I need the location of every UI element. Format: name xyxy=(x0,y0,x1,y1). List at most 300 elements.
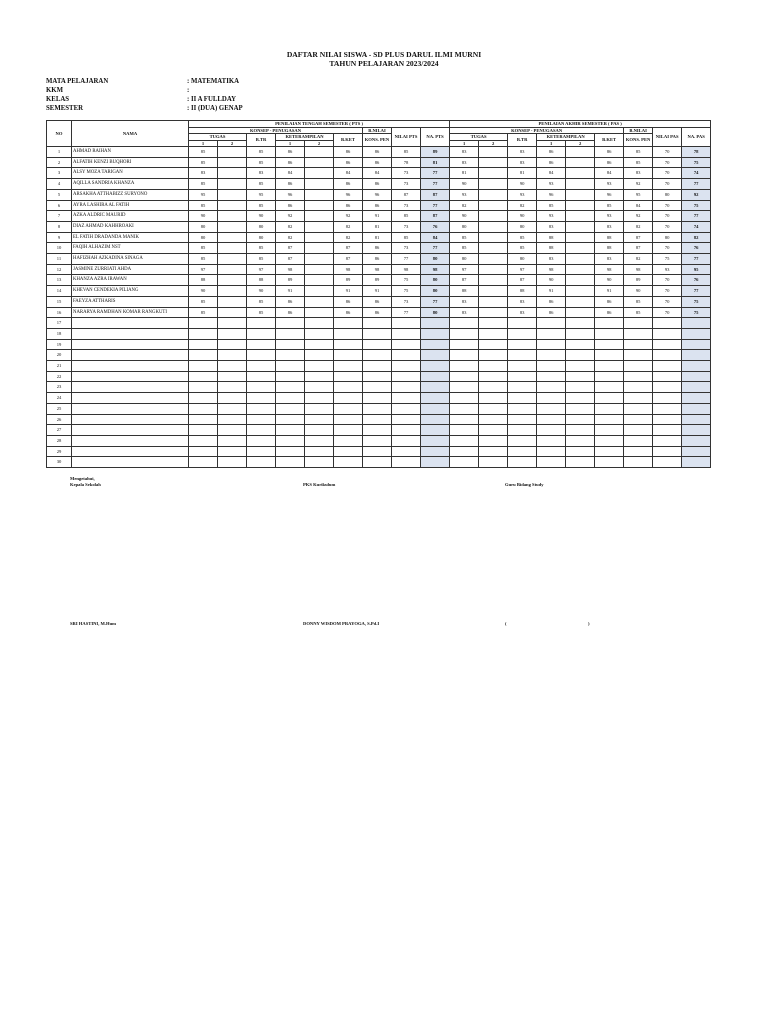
score-cell xyxy=(392,328,421,339)
score-cell xyxy=(653,328,682,339)
score-cell xyxy=(537,339,566,350)
score-cell xyxy=(218,457,247,468)
score-cell xyxy=(421,393,450,404)
table-row-empty xyxy=(47,393,711,404)
pas-score: 85 xyxy=(450,243,479,254)
table-row-empty xyxy=(47,371,711,382)
pas-score xyxy=(479,211,508,222)
pts-score: 86 xyxy=(363,296,392,307)
score-cell xyxy=(450,425,479,436)
pts-score xyxy=(218,254,247,265)
score-cell xyxy=(305,414,334,425)
score-cell xyxy=(624,371,653,382)
score-cell xyxy=(537,425,566,436)
pas-score xyxy=(479,179,508,190)
score-cell xyxy=(508,371,537,382)
table-row-empty xyxy=(47,339,711,350)
score-cell xyxy=(508,328,537,339)
pas-score: 83 xyxy=(595,221,624,232)
row-number: 19 xyxy=(47,339,72,350)
pts-score: 85 xyxy=(392,147,421,158)
score-cell xyxy=(566,371,595,382)
score-cell xyxy=(653,446,682,457)
score-cell xyxy=(653,382,682,393)
score-cell xyxy=(421,350,450,361)
score-cell xyxy=(682,414,711,425)
pts-score: 73 xyxy=(392,243,421,254)
pas-score: 70 xyxy=(653,200,682,211)
pas-score: 85 xyxy=(537,200,566,211)
pts-score xyxy=(305,307,334,318)
score-cell xyxy=(305,339,334,350)
pts-score: 86 xyxy=(334,296,363,307)
score-cell xyxy=(537,328,566,339)
pts-score: 86 xyxy=(276,179,305,190)
pas-score: 86 xyxy=(595,296,624,307)
score-cell xyxy=(450,457,479,468)
row-number: 23 xyxy=(47,382,72,393)
score-cell xyxy=(363,446,392,457)
score-cell xyxy=(247,350,276,361)
pts-score xyxy=(218,264,247,275)
pks-kurikulum-name: DONNY WISDOM PRAYOGA, S.Pd.I xyxy=(303,621,380,626)
score-cell xyxy=(421,457,450,468)
score-cell xyxy=(537,414,566,425)
info-kkm: KKM : xyxy=(46,87,190,94)
pts-score: 73 xyxy=(392,168,421,179)
score-cell xyxy=(247,382,276,393)
score-cell xyxy=(218,446,247,457)
pts-score: 98 xyxy=(334,264,363,275)
header-pts-bnilai: B.NILAI xyxy=(363,127,392,134)
pts-score: 87 xyxy=(421,189,450,200)
score-cell xyxy=(247,318,276,329)
pts-score xyxy=(218,296,247,307)
pas-score: 88 xyxy=(595,232,624,243)
pas-score: 76 xyxy=(682,275,711,286)
score-cell xyxy=(218,350,247,361)
pas-score: 83 xyxy=(508,147,537,158)
pas-score: 98 xyxy=(595,264,624,275)
score-cell xyxy=(595,318,624,329)
score-cell xyxy=(334,371,363,382)
score-cell xyxy=(218,361,247,372)
pts-score: 77 xyxy=(421,200,450,211)
header-pts-konspen: KONS. PEN xyxy=(363,134,392,147)
score-cell xyxy=(189,382,218,393)
pas-score: 97 xyxy=(508,264,537,275)
score-cell xyxy=(624,350,653,361)
header-pas-tugas-1: 1 xyxy=(450,140,479,147)
student-name: HAFIZHAH AZKADINA SINAGA xyxy=(72,254,189,265)
pts-score: 95 xyxy=(247,189,276,200)
score-cell xyxy=(189,403,218,414)
pas-score: 85 xyxy=(450,232,479,243)
score-cell xyxy=(189,393,218,404)
info-semester: SEMESTER : II (DUA) GENAP xyxy=(46,105,243,112)
pts-score: 82 xyxy=(334,232,363,243)
pts-score xyxy=(218,147,247,158)
pas-score: 87 xyxy=(508,275,537,286)
score-cell xyxy=(508,318,537,329)
score-cell xyxy=(276,393,305,404)
header-pts-bket: B.KET xyxy=(334,134,363,147)
score-cell xyxy=(450,339,479,350)
score-cell xyxy=(276,328,305,339)
score-cell xyxy=(624,446,653,457)
pas-score: 70 xyxy=(653,307,682,318)
table-row xyxy=(47,189,711,200)
pas-score: 84 xyxy=(624,200,653,211)
row-number: 21 xyxy=(47,361,72,372)
student-name: DIAZ AHMAD KAHHROAKI xyxy=(72,221,189,232)
score-cell xyxy=(363,382,392,393)
table-row-empty xyxy=(47,425,711,436)
score-cell xyxy=(682,435,711,446)
score-cell xyxy=(363,339,392,350)
pas-score: 84 xyxy=(595,168,624,179)
pts-score: 80 xyxy=(247,221,276,232)
score-cell xyxy=(624,328,653,339)
pts-score xyxy=(218,275,247,286)
pts-score: 92 xyxy=(334,211,363,222)
score-cell xyxy=(624,435,653,446)
pas-score: 75 xyxy=(682,307,711,318)
pas-score xyxy=(479,232,508,243)
score-cell xyxy=(334,339,363,350)
pas-score: 97 xyxy=(450,264,479,275)
pas-score: 83 xyxy=(624,168,653,179)
pts-score: 73 xyxy=(392,200,421,211)
score-cell xyxy=(189,339,218,350)
document-info xyxy=(46,77,243,113)
pts-score: 82 xyxy=(334,221,363,232)
pas-score: 83 xyxy=(508,296,537,307)
score-cell xyxy=(624,393,653,404)
score-cell xyxy=(479,382,508,393)
score-cell xyxy=(218,403,247,414)
pts-score xyxy=(218,243,247,254)
pas-score: 90 xyxy=(508,211,537,222)
score-cell xyxy=(508,414,537,425)
score-cell xyxy=(682,371,711,382)
pts-score: 86 xyxy=(276,147,305,158)
pts-score: 87 xyxy=(421,211,450,222)
pts-score xyxy=(305,168,334,179)
score-cell xyxy=(566,339,595,350)
pts-score: 86 xyxy=(363,243,392,254)
student-name xyxy=(72,328,189,339)
pas-score: 92 xyxy=(624,179,653,190)
pas-score: 86 xyxy=(537,157,566,168)
pas-score: 81 xyxy=(508,168,537,179)
score-cell xyxy=(276,403,305,414)
student-name: ARSAKHA ATTHABIZZ SURYONO xyxy=(72,189,189,200)
pas-score: 86 xyxy=(537,147,566,158)
row-number: 12 xyxy=(47,264,72,275)
header-pts-tugas: TUGAS xyxy=(189,134,247,141)
pts-score: 76 xyxy=(421,221,450,232)
score-cell xyxy=(537,318,566,329)
row-number: 11 xyxy=(47,254,72,265)
score-cell xyxy=(479,350,508,361)
header-pts-konsep: KONSEP - PENUGASAN xyxy=(189,127,363,134)
pas-score: 78 xyxy=(682,147,711,158)
score-cell xyxy=(334,382,363,393)
pas-score: 76 xyxy=(682,243,711,254)
pas-score: 90 xyxy=(450,179,479,190)
score-cell xyxy=(247,403,276,414)
pts-score xyxy=(305,221,334,232)
score-cell xyxy=(595,435,624,446)
table-row-empty xyxy=(47,350,711,361)
pts-score: 80 xyxy=(421,254,450,265)
score-cell xyxy=(189,371,218,382)
student-name xyxy=(72,393,189,404)
pas-score: 70 xyxy=(653,147,682,158)
pts-score: 85 xyxy=(247,147,276,158)
pas-score xyxy=(566,168,595,179)
pts-score: 92 xyxy=(276,211,305,222)
pts-score: 85 xyxy=(189,179,218,190)
score-cell xyxy=(276,361,305,372)
score-cell xyxy=(247,393,276,404)
pas-score: 82 xyxy=(450,200,479,211)
pts-score: 81 xyxy=(421,157,450,168)
score-cell xyxy=(218,414,247,425)
score-cell xyxy=(276,350,305,361)
table-row-empty xyxy=(47,328,711,339)
row-number: 1 xyxy=(47,147,72,158)
pas-score: 77 xyxy=(682,179,711,190)
score-cell xyxy=(247,328,276,339)
score-cell xyxy=(276,339,305,350)
pts-score: 78 xyxy=(392,157,421,168)
pts-score: 85 xyxy=(189,296,218,307)
row-number: 30 xyxy=(47,457,72,468)
score-cell xyxy=(305,318,334,329)
header-pas-ket-1: 1 xyxy=(537,140,566,147)
table-row-empty xyxy=(47,435,711,446)
row-number: 26 xyxy=(47,414,72,425)
pts-score: 88 xyxy=(247,275,276,286)
pts-score: 85 xyxy=(247,243,276,254)
pts-score xyxy=(305,243,334,254)
pas-score: 82 xyxy=(682,232,711,243)
pas-score: 91 xyxy=(537,286,566,297)
score-cell xyxy=(421,361,450,372)
pts-score: 97 xyxy=(189,264,218,275)
pas-score: 85 xyxy=(508,243,537,254)
score-cell xyxy=(566,318,595,329)
score-cell xyxy=(595,350,624,361)
score-cell xyxy=(682,457,711,468)
score-cell xyxy=(334,457,363,468)
score-cell xyxy=(276,435,305,446)
score-cell xyxy=(653,435,682,446)
score-cell xyxy=(276,371,305,382)
pas-score: 83 xyxy=(537,221,566,232)
pts-score xyxy=(305,254,334,265)
pts-score: 87 xyxy=(392,189,421,200)
pas-score: 93 xyxy=(450,189,479,200)
score-cell xyxy=(566,382,595,393)
score-cell xyxy=(653,318,682,329)
score-cell xyxy=(305,393,334,404)
student-name: AHMAD RAIHAN xyxy=(72,147,189,158)
score-cell xyxy=(363,435,392,446)
score-cell xyxy=(508,425,537,436)
student-name xyxy=(72,403,189,414)
pts-score xyxy=(218,232,247,243)
score-cell xyxy=(392,403,421,414)
score-cell xyxy=(189,361,218,372)
pas-score xyxy=(479,243,508,254)
pts-score: 80 xyxy=(421,275,450,286)
row-number: 17 xyxy=(47,318,72,329)
score-cell xyxy=(334,393,363,404)
pas-score: 83 xyxy=(450,157,479,168)
pts-score: 90 xyxy=(247,211,276,222)
score-cell xyxy=(566,393,595,404)
pts-score: 87 xyxy=(334,254,363,265)
score-cell xyxy=(392,393,421,404)
pts-score: 86 xyxy=(276,157,305,168)
table-row xyxy=(47,221,711,232)
score-cell xyxy=(392,371,421,382)
pas-score: 85 xyxy=(624,147,653,158)
pas-score: 87 xyxy=(450,275,479,286)
pts-score: 98 xyxy=(421,264,450,275)
student-name: JASMINE ZURRIATI AHDA xyxy=(72,264,189,275)
pas-score: 75 xyxy=(682,200,711,211)
pts-score: 83 xyxy=(189,168,218,179)
pts-score: 90 xyxy=(189,286,218,297)
score-cell xyxy=(189,425,218,436)
pas-score: 85 xyxy=(624,296,653,307)
score-cell xyxy=(508,350,537,361)
pas-score xyxy=(566,296,595,307)
score-cell xyxy=(566,446,595,457)
student-name: FAEYZA ATTHARIS xyxy=(72,296,189,307)
pas-score xyxy=(566,232,595,243)
pas-score: 75 xyxy=(682,157,711,168)
score-cell xyxy=(450,382,479,393)
table-row-empty xyxy=(47,382,711,393)
score-cell xyxy=(392,457,421,468)
pts-score: 86 xyxy=(334,147,363,158)
score-cell xyxy=(334,350,363,361)
score-cell xyxy=(305,382,334,393)
score-cell xyxy=(218,371,247,382)
score-cell xyxy=(189,318,218,329)
header-pas-konsep: KONSEP - PENUGASAN xyxy=(450,127,624,134)
table-row xyxy=(47,157,711,168)
score-cell xyxy=(421,414,450,425)
pas-score: 75 xyxy=(653,254,682,265)
row-number: 6 xyxy=(47,200,72,211)
pas-score: 77 xyxy=(682,211,711,222)
score-cell xyxy=(363,361,392,372)
student-name xyxy=(72,371,189,382)
row-number: 10 xyxy=(47,243,72,254)
pas-score: 93 xyxy=(508,189,537,200)
pts-score: 80 xyxy=(189,232,218,243)
pts-score: 89 xyxy=(421,147,450,158)
score-cell xyxy=(508,393,537,404)
pas-score: 80 xyxy=(508,221,537,232)
score-cell xyxy=(508,382,537,393)
row-number: 8 xyxy=(47,221,72,232)
pas-score: 83 xyxy=(595,254,624,265)
pas-score: 89 xyxy=(624,275,653,286)
pts-score xyxy=(305,264,334,275)
pts-score: 77 xyxy=(421,296,450,307)
pts-score: 96 xyxy=(363,189,392,200)
pas-score xyxy=(479,254,508,265)
pas-score: 82 xyxy=(508,200,537,211)
table-row xyxy=(47,296,711,307)
pts-score: 83 xyxy=(247,168,276,179)
pas-score: 70 xyxy=(653,275,682,286)
score-cell xyxy=(479,339,508,350)
score-cell xyxy=(479,328,508,339)
pts-score: 81 xyxy=(363,221,392,232)
score-cell xyxy=(479,425,508,436)
pts-score: 85 xyxy=(247,179,276,190)
header-pas-btr: B.TR xyxy=(508,134,537,147)
pts-score: 85 xyxy=(247,254,276,265)
score-cell xyxy=(595,414,624,425)
pas-score: 85 xyxy=(624,157,653,168)
row-number: 25 xyxy=(47,403,72,414)
score-cell xyxy=(334,414,363,425)
score-cell xyxy=(247,446,276,457)
pas-score: 87 xyxy=(624,232,653,243)
score-cell xyxy=(363,414,392,425)
score-cell xyxy=(363,457,392,468)
score-cell xyxy=(276,425,305,436)
score-cell xyxy=(247,425,276,436)
score-cell xyxy=(392,425,421,436)
score-cell xyxy=(421,403,450,414)
pas-score: 82 xyxy=(624,254,653,265)
header-nama: NAMA xyxy=(72,121,189,147)
score-cell xyxy=(479,457,508,468)
pas-score: 70 xyxy=(653,286,682,297)
header-pas-keterampilan: KETERAMPILAN xyxy=(537,134,595,141)
score-cell xyxy=(624,403,653,414)
header-pas-konspen: KONS. PEN xyxy=(624,134,653,147)
pts-score: 87 xyxy=(276,243,305,254)
score-cell xyxy=(566,435,595,446)
pts-score xyxy=(218,157,247,168)
score-cell xyxy=(595,328,624,339)
header-pts-ket-2: 2 xyxy=(305,140,334,147)
score-cell xyxy=(566,425,595,436)
header-pts-btr: B.TR xyxy=(247,134,276,147)
score-cell xyxy=(363,371,392,382)
pas-score: 70 xyxy=(653,296,682,307)
student-name: FAQIH ALHAZIM NST xyxy=(72,243,189,254)
table-row xyxy=(47,275,711,286)
score-cell xyxy=(566,403,595,414)
pas-score: 86 xyxy=(595,157,624,168)
table-row xyxy=(47,264,711,275)
pas-score: 93 xyxy=(537,211,566,222)
pts-score: 89 xyxy=(276,275,305,286)
table-row-empty xyxy=(47,414,711,425)
